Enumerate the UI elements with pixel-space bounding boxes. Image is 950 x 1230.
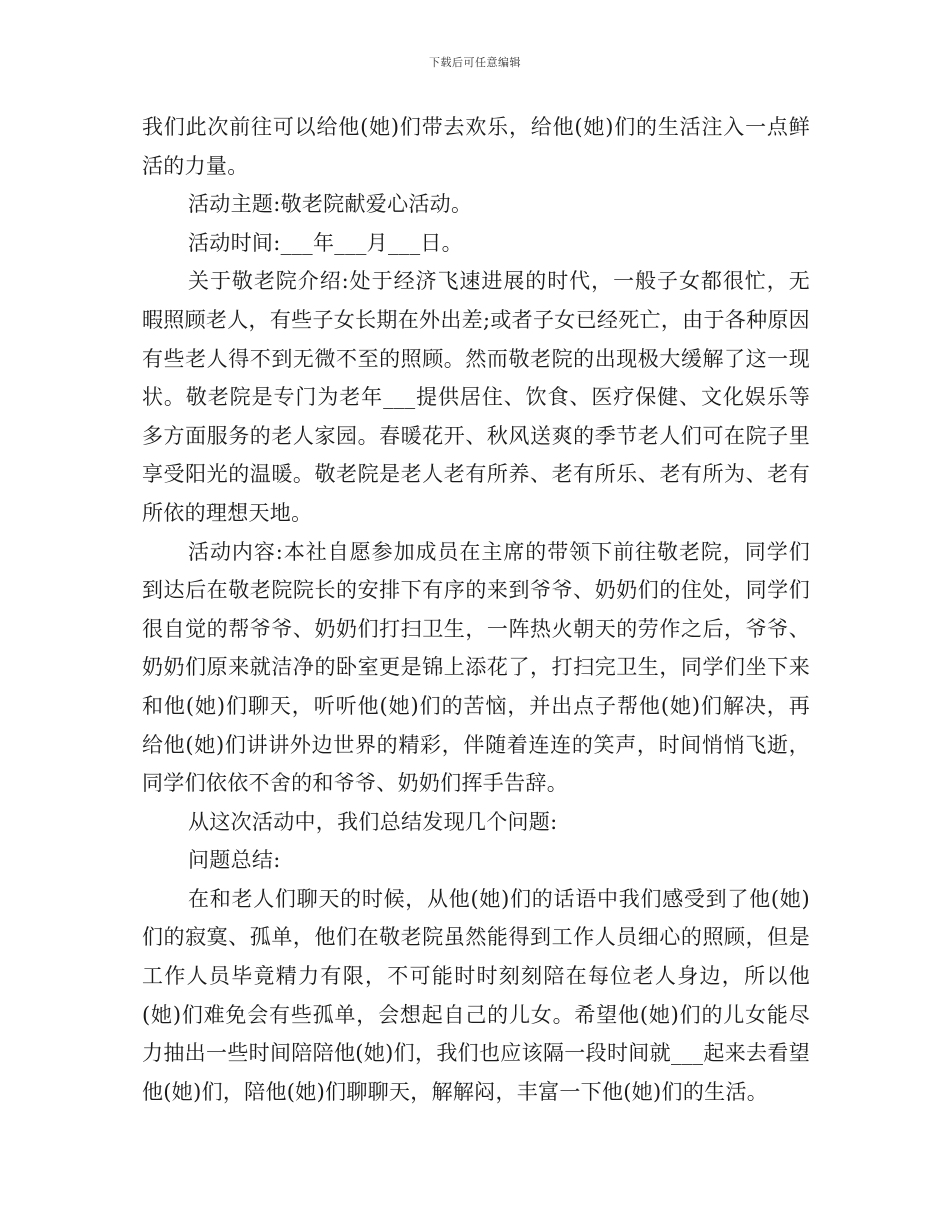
paragraph-nursing-home-intro: 关于敬老院介绍:处于经济飞速进展的时代，一般子女都很忙，无暇照顾老人，有些子女长期在外出差;或者子女已经死亡，由于各种原因有些老人得不到无微不至的照顾。然而敬老院的出现极大缓解了这一现状。敬老院是专门为老年___提供居住、饮食、医疗保健、文化娱乐等多方面服务的老人家园。春暖花开、秋风送爽的季节老人们可在院子里享受阳光的温暖。敬老院是老人老有所养、老有所乐、老有所为、老有所依的理想天地。 [142, 269, 810, 525]
paragraph-activity-content: 活动内容:本社自愿参加成员在主席的带领下前往敬老院，同学们到达后在敬老院院长的安排下有序的来到爷爷、奶奶们的住处，同学们很自觉的帮爷爷、奶奶们打扫卫生，一阵热火朝天的劳作之后，爷爷、奶奶们原来就洁净的卧室更是锦上添花了，打扫完卫生，同学们坐下来和他(她)们聊天，听听他(她)们的苦恼，并出点子帮他(她)们解决，再给他(她)们讲讲外边世界的精彩，伴随着连连的笑声，时间悄悄飞逝，同学们依依不舍的和爷爷、奶奶们挥手告辞。 [142, 539, 810, 796]
paragraph-intro-continuation: 我们此次前往可以给他(她)们带去欢乐，给他(她)们的生活注入一点鲜活的力量。 [142, 115, 810, 178]
paragraph-findings-lead: 从这次活动中，我们总结发现几个问题: [188, 809, 558, 834]
paragraph-activity-theme: 活动主题:敬老院献爱心活动。 [188, 192, 473, 217]
document-body [142, 108, 810, 1111]
page-header: 下载后可任意编辑 [429, 56, 521, 69]
paragraph-summary-body: 在和老人们聊天的时候，从他(她)们的话语中我们感受到了他(她)们的寂寞、孤单，他们在敬老院虽然能得到工作人员细心的照顾，但是工作人员毕竟精力有限，不可能时时刻刻陪在每位老人身边，所以他(她)们难免会有些孤单，会想起自己的儿女。希望他(她)们的儿女能尽力抽出一些时间陪陪他(她)们，我们也应该隔一段时间就___起来去看望他(她)们，陪他(她)们聊聊天，解解闷，丰富一下他(她)们的生活。 [142, 886, 810, 1104]
paragraph-summary-heading: 问题总结: [188, 848, 281, 873]
paragraph-activity-time: 活动时间:___年___月___日。 [188, 230, 463, 255]
